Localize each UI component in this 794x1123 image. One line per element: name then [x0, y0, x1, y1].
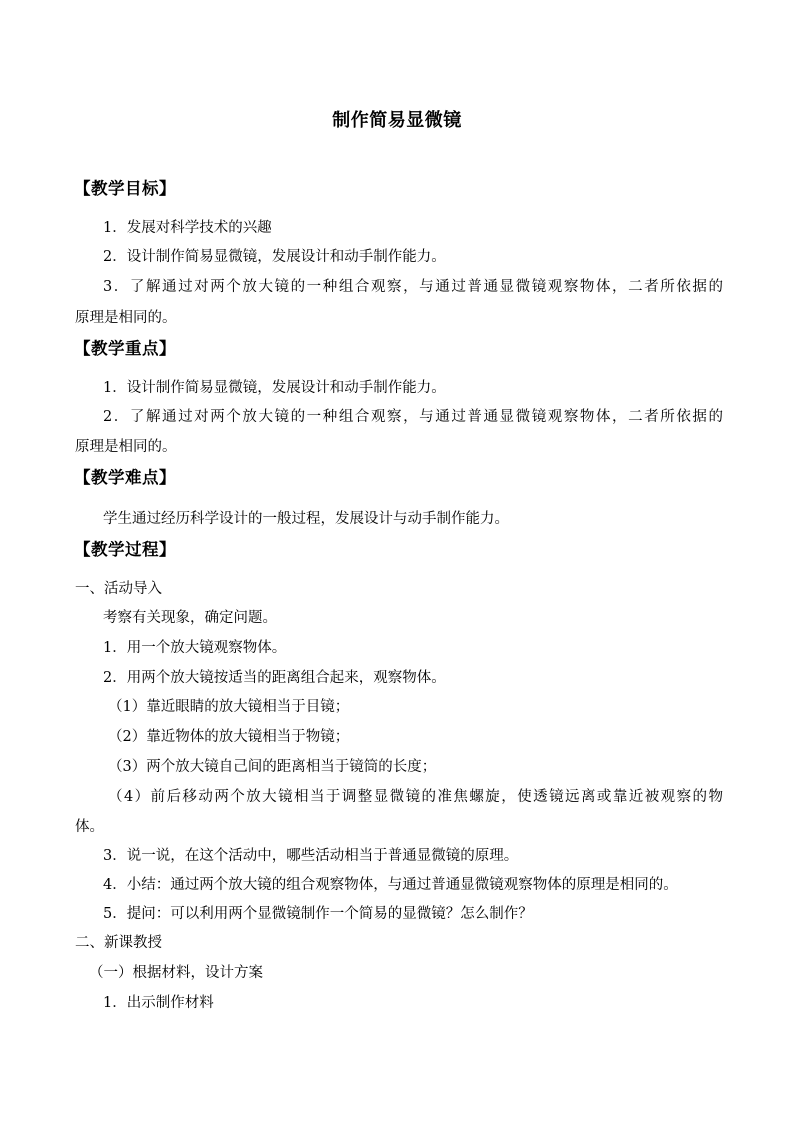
process-part2-title: 二、新课教授 — [75, 935, 162, 951]
process-subitem-2: （2）靠近物体的放大镜相当于物镜； — [108, 729, 350, 745]
key-point-item-1: 1．设计制作简易显微镜，发展设计和动手制作能力。 — [103, 380, 446, 396]
key-point-item-2: 2．了解通过对两个放大镜的一种组合观察，与通过普通显微镜观察物体，二者所依据的 — [103, 409, 723, 425]
process-item-2: 2．用两个放大镜按适当的距离组合起来，观察物体。 — [103, 670, 446, 686]
process-part2-item-1: 1．出示制作材料 — [103, 995, 214, 1011]
difficulty-item-1: 学生通过经历科学设计的一般过程，发展设计与动手制作能力。 — [103, 511, 509, 527]
process-item-3: 3．说一说，在这个活动中，哪些活动相当于普通显微镜的原理。 — [103, 848, 519, 864]
key-point-item-2-continued: 原理是相同的。 — [75, 439, 177, 455]
process-subitem-3: （3）两个放大镜自己间的距离相当于镜筒的长度； — [108, 759, 437, 775]
process-subitem-4-continued: 体。 — [75, 819, 104, 835]
process-item-1: 1．用一个放大镜观察物体。 — [103, 640, 287, 656]
section-heading-key-points: 【教学重点】 — [74, 339, 176, 358]
goal-item-3: 3．了解通过对两个放大镜的一种组合观察，与通过普通显微镜观察物体，二者所依据的 — [103, 279, 723, 295]
document-title: 制作简易显微镜 — [332, 110, 462, 131]
process-subitem-4: （4）前后移动两个放大镜相当于调整显微镜的准焦螺旋，使透镜远离或靠近被观察的物 — [108, 789, 723, 805]
process-item-5: 5．提问：可以利用两个显微镜制作一个简易的显微镜？怎么制作？ — [103, 906, 533, 922]
goal-item-2: 2．设计制作简易显微镜，发展设计和动手制作能力。 — [103, 249, 446, 265]
goal-item-3-continued: 原理是相同的。 — [75, 310, 177, 326]
section-heading-goals: 【教学目标】 — [74, 179, 176, 198]
goal-item-1: 1．发展对科学技术的兴趣 — [103, 220, 272, 236]
section-heading-difficulties: 【教学难点】 — [74, 468, 176, 487]
process-part2-subsection-1: （一）根据材料，设计方案 — [89, 965, 263, 981]
process-item-intro: 考察有关现象，确定问题。 — [103, 610, 277, 626]
process-part1-title: 一、活动导入 — [75, 581, 162, 597]
process-item-4: 4．小结：通过两个放大镜的组合观察物体，与通过普通显微镜观察物体的原理是相同的。 — [103, 877, 678, 893]
section-heading-process: 【教学过程】 — [74, 540, 176, 559]
process-subitem-1: （1）靠近眼睛的放大镜相当于目镜； — [108, 699, 350, 715]
